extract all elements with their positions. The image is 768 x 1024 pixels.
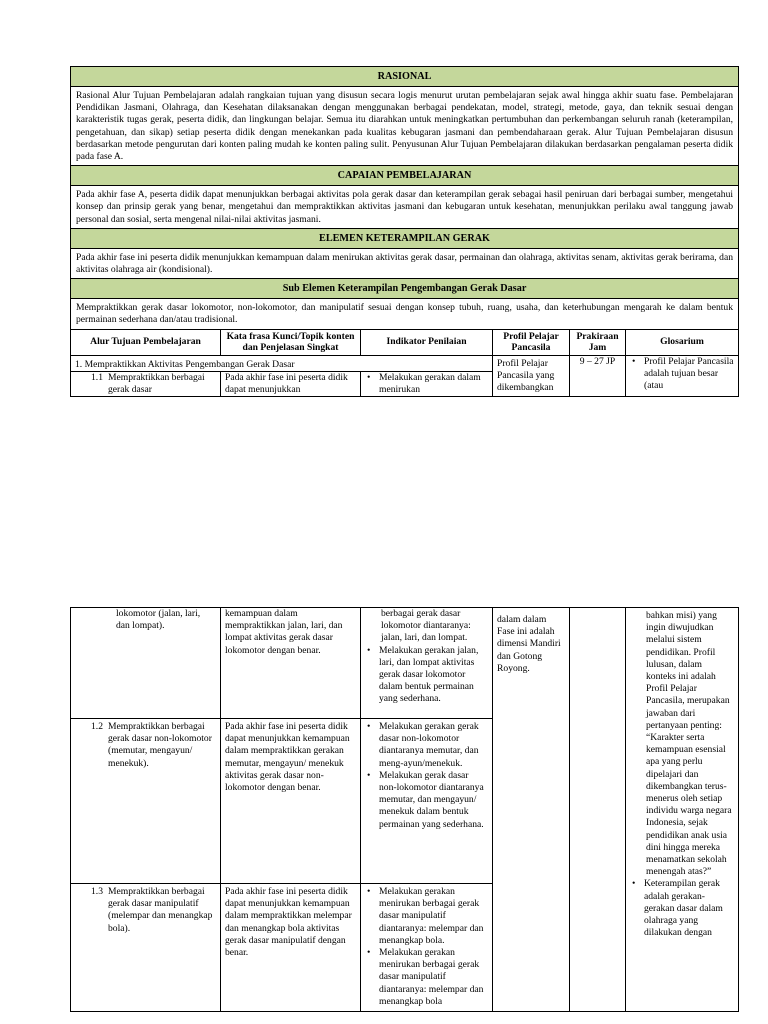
indikator-bullet: • Melakukan gerakan menirukan berbagai gerak dasar manipulatif diantaranya: melempar dan menangkap bola bbox=[365, 947, 488, 1008]
profil-cell-cont: dalam dalam Fase ini adalah dimensi Mandiri dan Gotong Royong. bbox=[493, 608, 570, 1012]
item-1-1-kata-cont: kemampuan dalam mempraktikkan jalan, lari, dan lompat aktivitas gerak dasar lokomotor dengan benar. bbox=[221, 608, 361, 719]
curriculum-table-top bbox=[70, 66, 739, 397]
capaian-title: CAPAIAN PEMBELAJARAN bbox=[71, 166, 739, 186]
profil-cell-top: Profil Pelajar Pancasila yang dikembangkan bbox=[493, 355, 570, 397]
sub-elemen-text: Mempraktikkan gerak dasar lokomotor, non-lokomotor, dan manipulatif sesuai dengan konsep tubuh, ruang, usaha, dan keterhubungan mengarah ke dalam bentuk permainan sederhana dan/atau tradisional. bbox=[71, 299, 739, 329]
indikator-bullet: • Melakukan gerakan gerak dasar non-lokomotor diantaranya memutar, dan meng-ayun/menekuk. bbox=[365, 721, 488, 770]
item-1-1-kata-top: Pada akhir fase ini peserta didik dapat menunjukkan bbox=[221, 371, 361, 396]
indikator-bullet: • Melakukan gerakan menirukan berbagai gerak dasar manipulatif diantaranya: melempar dan menangkap bola. bbox=[365, 886, 488, 947]
header-atp: Alur Tujuan Pembelajaran bbox=[71, 329, 221, 355]
header-kata-kunci: Kata frasa Kunci/Topik konten dan Penjelasan Singkat bbox=[221, 329, 361, 355]
header-indikator: Indikator Penilaian bbox=[361, 329, 493, 355]
item-1-3-kata: Pada akhir fase ini peserta didik dapat menunjukkan kemampuan dalam mempraktikkan melempar dan menangkap bola aktivitas gerak dasar manipulatif dengan benar. bbox=[221, 884, 361, 1012]
jam-cell: 9 – 27 JP bbox=[570, 355, 626, 397]
indikator-bullet: • Melakukan gerakan jalan, lari, dan lompat aktivitas gerak dasar lokomotor dalam bentuk permainan yang sederhana. bbox=[365, 645, 488, 706]
item-1-3-atp bbox=[71, 884, 221, 1012]
item-text: Mempraktikkan berbagai gerak dasar non-lokomotor (memutar, mengayun/ menekuk). bbox=[108, 721, 212, 769]
rasional-title: RASIONAL bbox=[71, 67, 739, 87]
elemen-title: ELEMEN KETERAMPILAN GERAK bbox=[71, 228, 739, 248]
item-number: 1.1 bbox=[91, 371, 103, 383]
glosarium-cell-cont bbox=[626, 608, 739, 1012]
item-number: 1.3 bbox=[91, 886, 103, 897]
header-prakiraan: Prakiraan Jam bbox=[570, 329, 626, 355]
item-1-2-atp bbox=[71, 719, 221, 884]
indikator-cont-text: berbagai gerak dasar lokomotor diantaranya: jalan, lari, dan lompat. bbox=[381, 608, 471, 644]
elemen-text: Pada akhir fase ini peserta didik menunjukkan kemampuan dalam menirukan aktivitas gerak dasar, permainan dan olahraga, aktivitas senam, aktivitas gerak berirama, dan aktivitas olahraga air (kondisional). bbox=[71, 248, 739, 278]
item-1-3-indikator bbox=[361, 884, 493, 1012]
capaian-text: Pada akhir fase A, peserta didik dapat menunjukkan berbagai aktivitas pola gerak dasar dan keterampilan gerak sebagai hasil peniruan dari berbagai sumber, mengetahui konsep dan prinsip gerak yang benar, mengetahui dan mempraktikkan aktivitas jasmani dan kebugaran untuk kesehatan, menunjukkan perilaku awal tanggung jawab personal dan sosial, serta mengenal nilai-nilai aktivitas jasmani. bbox=[71, 186, 739, 229]
item-1-2-indikator bbox=[361, 719, 493, 884]
curriculum-table-continued bbox=[70, 607, 739, 1012]
item-number: 1.2 bbox=[91, 721, 103, 732]
glosarium-cell-top bbox=[626, 355, 739, 397]
item-1-1-atp-cont: lokomotor (jalan, lari, dan lompat). bbox=[71, 608, 221, 719]
glosarium-bullet-1: • Profil Pelajar Pancasila adalah tujuan besar (atau bbox=[630, 356, 734, 393]
item-1-1-indikator-cont bbox=[361, 608, 493, 719]
jam-cell-cont bbox=[570, 608, 626, 1012]
header-profil: Profil Pelajar Pancasila bbox=[493, 329, 570, 355]
glosarium-bullet-2: • Keterampilan gerak adalah gerakan-gerakan dasar dalam olahraga yang dilakukan dengan bbox=[630, 878, 734, 939]
sub-elemen-title: Sub Elemen Keterampilan Pengembangan Gerak Dasar bbox=[71, 279, 739, 299]
indikator-bullet: • Melakukan gerak dasar non-lokomotor diantaranya memutar, dan mengayun/ menekuk dalam bentuk permainan yang sederhana. bbox=[365, 770, 488, 831]
rasional-text: Rasional Alur Tujuan Pembelajaran adalah rangkaian tujuan yang disusun secara logis menurut urutan pembelajaran sejak awal hingga akhir suatu fase. Pembelajaran Pendidikan Jasmani, Olahraga, dan Kesehatan dilaksanakan dengan menggunakan berbagai pendekatan, model, strategi, metode, gaya, dan teknik sesuai dengan karakteristik tugas gerak, peserta didik, dan lingkungan belajar. Semua itu diarahkan untuk meningkatkan pertumbuhan dan perkembangan seluruh ranah (keterampilan, pengetahuan, dan sikap) setiap peserta didik dengan menekankan pada kualitas kebugaran jasmani dan pembendaharaan gerak. Alur Tujuan Pembelajaran disusun berdasarkan metode pengurutan dari konten paling mudah ke konten paling sulit. Penyusunan Alur Tujuan Pembelajaran dilakukan berdasarkan pengalaman peserta didik pada fase A. bbox=[71, 87, 739, 166]
item-1-2-kata: Pada akhir fase ini peserta didik dapat menunjukkan kemampuan dalam mempraktikkan gerakan memutar, mengayun/ menekuk aktivitas gerak dasar non-lokomotor dengan benar. bbox=[221, 719, 361, 884]
header-glosarium: Glosarium bbox=[626, 329, 739, 355]
glosarium-cont-text: bahkan misi) yang ingin diwujudkan melalui sistem pendidikan. Profil lulusan, dalam konteks ini adalah Profil Pelajar Pancasila, merupakan jawaban dari pertanyaan penting: “Karakter serta kemampuan esensial apa yang perlu dipelajari dan dikembangkan terus-menerus oleh setiap individu warga negara Indonesia, sejak pendidikan anak usia dini hingga mereka menamatkan sekolah menengah atas?” bbox=[646, 610, 732, 878]
item-1-1-atp-top bbox=[71, 371, 221, 396]
item-text: Mempraktikkan berbagai gerak dasar bbox=[108, 371, 205, 396]
row1-heading: 1. Mempraktikkan Aktivitas Pengembangan Gerak Dasar bbox=[71, 355, 493, 371]
item-text: Mempraktikkan berbagai gerak dasar manipulatif (melempar dan menangkap bola). bbox=[108, 886, 213, 934]
indikator-bullet: • Melakukan gerakan dalam menirukan bbox=[365, 372, 488, 396]
item-1-1-indikator-top bbox=[361, 371, 493, 396]
